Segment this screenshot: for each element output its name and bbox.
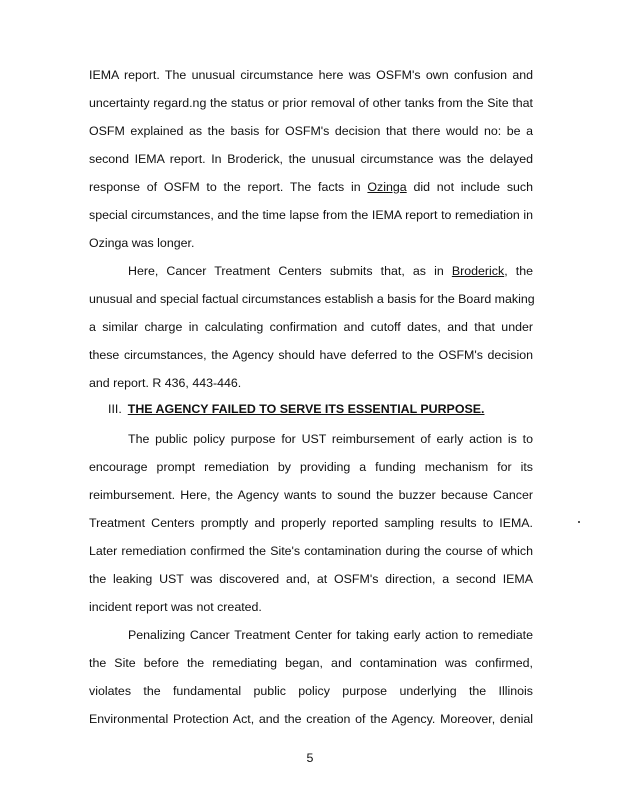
body-text-segment: Here, Cancer Treatment Centers submits that, as in xyxy=(128,264,452,278)
section-number: III. xyxy=(108,402,122,416)
body-text-line: reimbursement. Here, the Agency wants to sound the buzzer because Cancer xyxy=(89,488,533,502)
body-text-line: violates the fundamental public policy purpose underlying the Illinois xyxy=(89,684,533,698)
body-text-segment: response of OSFM to the report. The facts in xyxy=(89,180,368,194)
body-text-line: Penalizing Cancer Treatment Center for taking early action to remediate xyxy=(128,628,533,642)
body-text-line: The public policy purpose for UST reimbursement of early action is to xyxy=(128,432,533,446)
body-text-line: uncertainty regard.ng the status or prior removal of other tanks from the Site that xyxy=(89,96,533,110)
section-title: THE AGENCY FAILED TO SERVE ITS ESSENTIAL PURPOSE. xyxy=(127,402,485,416)
body-text-line: Treatment Centers promptly and properly reported sampling results to IEMA. xyxy=(89,516,533,530)
case-citation-ozinga: Ozinga xyxy=(367,180,407,194)
body-text-line: Later remediation confirmed the Site's contamination during the course of which xyxy=(89,544,533,558)
case-citation-broderick: Broderick xyxy=(451,264,505,278)
section-heading xyxy=(108,401,484,417)
body-text-line: and report. R 436, 443-446. xyxy=(89,376,242,390)
body-text-line: OSFM explained as the basis for OSFM's decision that there would no: be a xyxy=(89,124,533,138)
body-text-line: IEMA report. The unusual circumstance here was OSFM's own confusion and xyxy=(89,68,533,82)
body-text-segment: , the xyxy=(504,264,533,278)
body-text-line: unusual and special factual circumstances establish a basis for the Board making xyxy=(89,292,535,306)
body-text-line: Environmental Protection Act, and the creation of the Agency. Moreover, denial xyxy=(89,712,533,726)
body-text-line: a similar charge in calculating confirmation and cutoff dates, and that under xyxy=(89,320,533,334)
scan-speck xyxy=(578,521,580,523)
body-text-line: Ozinga was longer. xyxy=(89,236,195,250)
body-text-line xyxy=(128,263,533,279)
body-text-line: these circumstances, the Agency should have deferred to the OSFM's decision xyxy=(89,348,533,362)
body-text-line: special circumstances, and the time lapse from the IEMA report to remediation in xyxy=(89,208,533,222)
page-number: 5 xyxy=(306,751,314,765)
body-text-line: encourage prompt remediation by providing a funding mechanism for its xyxy=(89,460,533,474)
body-text-line: the leaking UST was discovered and, at OSFM's direction, a second IEMA xyxy=(89,572,533,586)
body-text-line: incident report was not created. xyxy=(89,600,262,614)
body-text-segment: did not include such xyxy=(406,180,534,194)
body-text-line: second IEMA report. In Broderick, the unusual circumstance was the delayed xyxy=(89,152,533,166)
body-text-line xyxy=(89,179,533,195)
body-text-line: the Site before the remediating began, and contamination was confirmed, xyxy=(89,656,533,670)
